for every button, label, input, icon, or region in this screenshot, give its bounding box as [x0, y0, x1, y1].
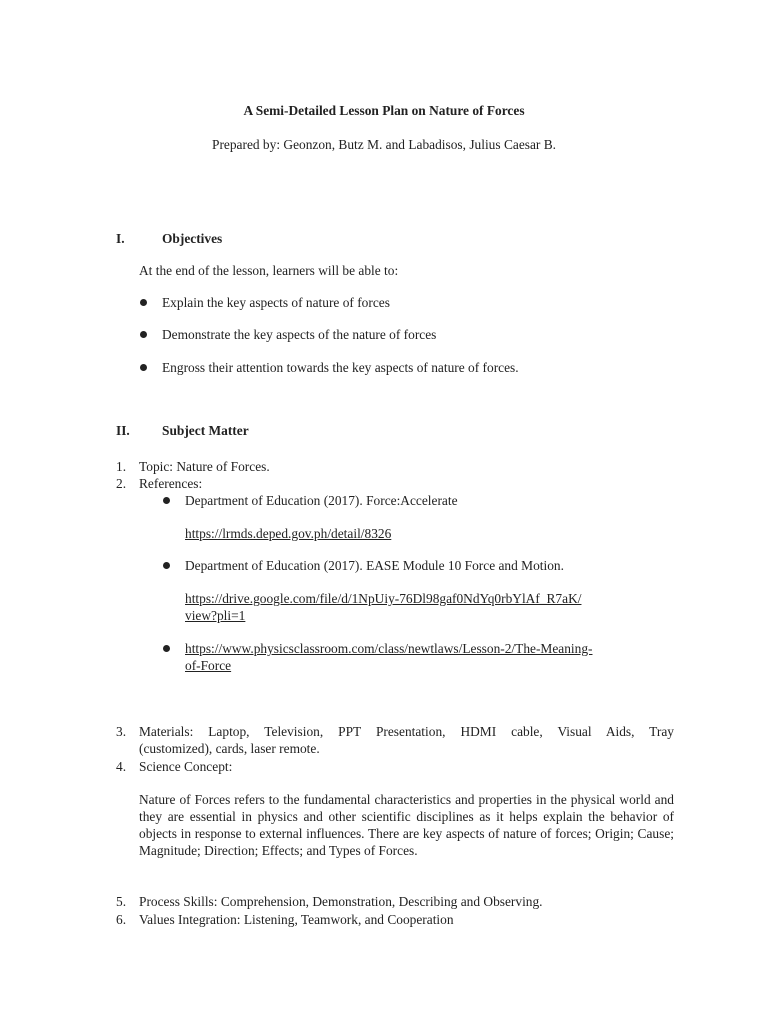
list-number: 1.: [116, 459, 127, 474]
section-heading-subject-matter: Subject Matter: [162, 423, 249, 438]
list-number: 2.: [116, 476, 127, 491]
bullet-icon: [140, 364, 147, 371]
prepared-by: Prepared by: Geonzon, Butz M. and Labadisos, Julius Caesar B.: [212, 137, 556, 152]
bullet-icon: [163, 645, 170, 652]
list-number: 4.: [116, 759, 127, 774]
reference-link-continued[interactable]: view?pli=1: [185, 608, 246, 623]
objective-item: Engross their attention towards the key aspects of nature of forces.: [162, 360, 519, 375]
bullet-icon: [140, 331, 147, 338]
bullet-icon: [140, 299, 147, 306]
list-number: 5.: [116, 894, 127, 909]
list-number: 3.: [116, 724, 127, 739]
science-concept-label: Science Concept:: [139, 759, 233, 774]
bullet-icon: [163, 562, 170, 569]
values-integration-item: Values Integration: Listening, Teamwork, and Cooperation: [139, 912, 454, 927]
reference-link[interactable]: https://drive.google.com/file/d/1NpUiy-76Dl98gaf0NdYq0rbYlAf_R7aK/: [185, 591, 582, 606]
section-numeral-subject-matter: II.: [116, 423, 130, 438]
process-skills-item: Process Skills: Comprehension, Demonstration, Describing and Observing.: [139, 894, 543, 909]
document-title: A Semi-Detailed Lesson Plan on Nature of Forces: [243, 103, 525, 118]
objective-item: Explain the key aspects of nature of forces: [162, 295, 390, 310]
list-number: 6.: [116, 912, 127, 927]
references-label: References:: [139, 476, 203, 491]
reference-item: Department of Education (2017). EASE Module 10 Force and Motion.: [185, 558, 564, 573]
reference-link-continued[interactable]: of-Force: [185, 658, 232, 673]
bullet-icon: [163, 497, 170, 504]
section-numeral-objectives: I.: [116, 231, 125, 246]
reference-link[interactable]: https://lrmds.deped.gov.ph/detail/8326: [185, 526, 392, 541]
science-concept-paragraph: Nature of Forces refers to the fundamental characteristics and properties in the physical world and they are essential in physics and other scientific disciplines as it helps explain the behavior of objects in response to external influences. There are key aspects of nature of forces; Origin; Cause; Magnitude; Direction; Effects; and Types of Forces.: [139, 792, 674, 858]
objective-item: Demonstrate the key aspects of the nature of forces: [162, 327, 437, 342]
objectives-intro: At the end of the lesson, learners will be able to:: [139, 263, 399, 278]
topic-item: Topic: Nature of Forces.: [139, 459, 270, 474]
reference-item: Department of Education (2017). Force:Accelerate: [185, 493, 458, 508]
reference-link[interactable]: https://www.physicsclassroom.com/class/newtlaws/Lesson-2/The-Meaning-: [185, 641, 593, 656]
materials-item-continued: (customized), cards, laser remote.: [139, 741, 320, 756]
materials-item: Materials: Laptop, Television, PPT Presentation, HDMI cable, Visual Aids, Tray: [139, 724, 674, 739]
section-heading-objectives: Objectives: [162, 231, 223, 246]
